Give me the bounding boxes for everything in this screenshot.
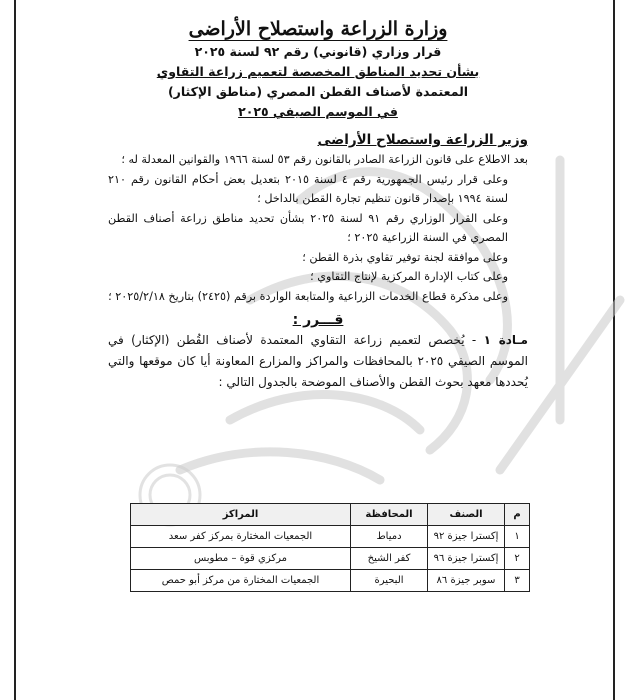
cell-variety: إكسترا جيزة ٩٢ xyxy=(428,526,505,548)
header-centers: المراكز xyxy=(131,504,351,526)
table-header-row xyxy=(131,504,530,526)
cell-number: ٣ xyxy=(505,570,530,592)
cell-variety: إكسترا جيزة ٩٦ xyxy=(428,548,505,570)
cell-variety: سوبر جيزة ٨٦ xyxy=(428,570,505,592)
cell-number: ١ xyxy=(505,526,530,548)
article-1 xyxy=(108,330,528,393)
article-text: - يُخصص لتعميم زراعة التقاوي المعتمدة لأصناف القُطن (الإكثار) في الموسم الصيفي ٢٠٢٥ بالمحافظات والمراكز والمزارع المعاونة أيا كان موقعها والتي يُحددها معهد بحوث القطن والأصناف الموضحة بالجدول التالي : xyxy=(108,333,528,389)
subject-line-1: بشأن تحديد المناطق المخصصة لتعميم زراعة التقاوي xyxy=(156,64,480,79)
cell-number: ٢ xyxy=(505,548,530,570)
header-variety: الصنف xyxy=(428,504,505,526)
cell-governorate: البحيرة xyxy=(351,570,428,592)
cell-centers: الجمعيات المختارة من مركز أبو حمص xyxy=(131,570,351,592)
preamble-6: وعلى مذكرة قطاع الخدمات الزراعية والمتابعة الواردة برقم (٢٤٢٥) بتاريخ ٢٠٢٥/٢/١٨ ؛ xyxy=(108,289,508,303)
table-row xyxy=(131,526,530,548)
decision-label: قـــرر : xyxy=(292,312,344,328)
cell-centers: مركزي قوة – مطوبس xyxy=(131,548,351,570)
ministry-heading: وزارة الزراعة واستصلاح الأراضى xyxy=(188,18,448,40)
preamble-1: بعد الاطلاع على قانون الزراعة الصادر بالقانون رقم ٥٣ لسنة ١٩٦٦ والقوانين المعدلة له ؛ xyxy=(121,153,528,166)
page-border-right xyxy=(613,0,615,700)
header-governorate: المحافظة xyxy=(351,504,428,526)
decree-title: قرار وزاري (قانوني) رقم ٩٢ لسنة ٢٠٢٥ xyxy=(194,44,442,59)
minister-heading: وزير الزراعة واستصلاح الأراضى xyxy=(317,132,528,148)
subject-line-2: المعتمدة لأصناف القطن المصري (مناطق الإكثار) xyxy=(167,84,469,99)
subject-line-3: في الموسم الصيفي ٢٠٢٥ xyxy=(238,104,398,119)
table-row xyxy=(131,570,530,592)
cell-governorate: كفر الشيخ xyxy=(351,548,428,570)
table-row xyxy=(131,548,530,570)
cell-centers: الجمعيات المختارة بمركز كفر سعد xyxy=(131,526,351,548)
page-border-left xyxy=(14,0,16,700)
preamble-4: وعلى موافقة لجنة توفير تقاوي بذرة القطن ؛ xyxy=(302,250,508,264)
preamble-2: وعلى قرار رئيس الجمهورية رقم ٤ لسنة ٢٠١٥ بتعديل بعض أحكام القانون رقم ٢١٠ لسنة ١٩٩٤ بإصدار قانون تنظيم تجارة القطن بالداخل ؛ xyxy=(108,172,508,205)
preamble-3: وعلى القرار الوزاري رقم ٩١ لسنة ٢٠٢٥ بشأن تحديد مناطق زراعة أصناف القطن المصري في السنة الزراعية ٢٠٢٥ ؛ xyxy=(108,211,508,244)
preamble-5: وعلى كتاب الإدارة المركزية لإنتاج التقاوي ؛ xyxy=(310,270,508,283)
header-number: م xyxy=(505,504,530,526)
distribution-table xyxy=(130,503,530,592)
article-label: مـادة ١ xyxy=(483,333,528,347)
cell-governorate: دمياط xyxy=(351,526,428,548)
decree-document xyxy=(108,18,528,393)
